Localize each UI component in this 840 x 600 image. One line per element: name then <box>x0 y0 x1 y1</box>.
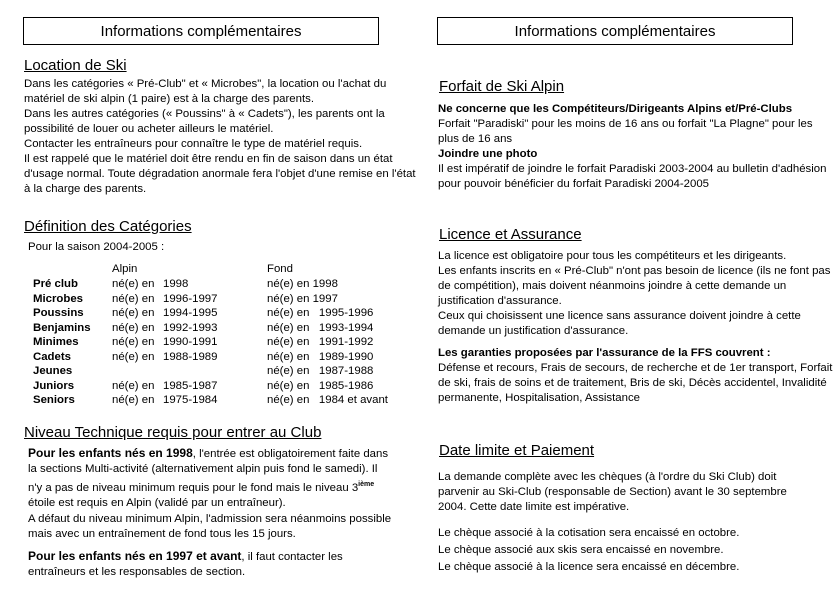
fond-value: né(e) en 1987-1988 <box>267 365 374 377</box>
category-name: Pré club <box>33 278 78 290</box>
forfait-bold-2: Joindre une photo <box>438 148 538 160</box>
niveau-p2: A défaut du niveau minimum Alpin, l'admission sera néanmoins possible mais avec un entraînement de fond tous les 15 jours. <box>28 512 392 540</box>
location-text <box>24 77 416 197</box>
alpin-header: Alpin <box>112 263 138 275</box>
date-p1: La demande complète avec les chèques (à l'ordre du Ski Club) doit parvenir au Ski-Club (responsable de Section) avant le 30 septembre 2004. Cette date limite est impérative. <box>438 471 787 513</box>
right-header-title: Informations complémentaires <box>514 22 716 40</box>
niveau-p1-end: étoile est requis en Alpin (validé par un entraîneur). <box>28 496 286 509</box>
location-title: Location de Ski <box>24 57 127 74</box>
category-name: Cadets <box>33 350 71 363</box>
date-p4: Le chèque associé à la licence sera encaissé en décembre. <box>438 561 740 573</box>
date-title: Date limite et Paiement <box>439 442 595 459</box>
forfait-p2: Il est impératif de joindre le forfait Paradiski 2003-2004 au bulletin d'adhésion pour pouvoir bénéficier du forfait Paradiski 2004-2005 <box>438 163 827 190</box>
category-name: Juniors <box>33 379 75 392</box>
licence-title: Licence et Assurance <box>439 226 582 243</box>
category-name: Benjamins <box>33 321 91 334</box>
licence-p2: Les enfants inscrits en « Pré-Club" n'ont pas besoin de licence (ils ne font pas de compétition), mais doivent néanmoins joindre à cette demande un justification d'assurance. <box>438 265 831 307</box>
fond-value: né(e) en 1985-1986 <box>267 379 374 392</box>
alpin-ne: né(e) en <box>112 278 155 290</box>
category-name: Seniors <box>33 394 75 406</box>
location-p2: Dans les autres catégories (« Poussins" à « Cadets"), les parents ont la possibilité de louer ou acheter ailleurs le matériel. <box>24 108 385 135</box>
left-header-box <box>23 17 379 45</box>
alpin-ne: né(e) en <box>112 321 155 334</box>
fond-value: né(e) en 1997 <box>267 292 338 305</box>
alpin-year: 1985-1987 <box>163 379 218 392</box>
niveau-bold-1997: Pour les enfants nés en 1997 et avant <box>28 548 242 563</box>
alpin-ne: né(e) en <box>112 307 155 319</box>
alpin-year: 1975-1984 <box>163 394 218 406</box>
alpin-ne: né(e) en <box>112 379 155 392</box>
niveau-text <box>28 446 392 580</box>
fond-value: né(e) en 1984 et avant <box>267 394 388 406</box>
forfait-bold-1: Ne concerne que les Compétiteurs/Dirigeants Alpins et/Pré-Clubs <box>438 103 793 115</box>
niveau-p1 <box>28 446 392 511</box>
fond-value: né(e) en 1998 <box>267 278 338 290</box>
category-name: Poussins <box>33 307 84 319</box>
licence-p1: La licence est obligatoire pour tous les compétiteurs et les dirigeants. <box>438 250 787 262</box>
niveau-p3-rest: , il faut contacter les entraîneurs et les responsables de section. <box>28 550 343 578</box>
alpin-year: 1990-1991 <box>163 336 218 348</box>
licence-p3: Ceux qui choisissent une licence sans assurance doivent joindre à cette demande un justification d'assurance. <box>438 310 801 337</box>
right-header-box <box>437 17 793 45</box>
category-name: Minimes <box>33 336 79 348</box>
alpin-year: 1992-1993 <box>163 321 218 334</box>
licence-p4: Défense et recours, Frais de secours, de recherche et de 1er transport, Forfait de ski, frais de soins et de traitement, Bris de ski, Décès accidentel, Invalidité permanente, Hospitalisation, Assistance <box>438 362 833 404</box>
category-name: Jeunes <box>33 365 73 377</box>
licence-bold: Les garanties proposées par l'assurance de la FFS couvrent : <box>438 347 771 359</box>
date-p3: Le chèque associé aux skis sera encaissé en novembre. <box>438 544 724 556</box>
licence-text <box>438 249 834 406</box>
fond-value: né(e) en 1991-1992 <box>267 336 374 348</box>
location-p4: Il est rappelé que le matériel doit être rendu en fin de saison dans un état d'usage normal. Toute dégradation anormale fera l'objet d'une remise en l'état à la charge des parents. <box>24 153 416 195</box>
niveau-p3 <box>28 549 392 580</box>
alpin-ne: né(e) en <box>112 394 155 406</box>
forfait-title: Forfait de Ski Alpin <box>439 78 565 95</box>
niveau-bold-1998: Pour les enfants nés en 1998 <box>28 446 193 460</box>
date-text <box>438 470 816 576</box>
alpin-ne: né(e) en <box>112 292 155 305</box>
alpin-ne: né(e) en <box>112 350 155 363</box>
alpin-year: 1994-1995 <box>163 307 218 319</box>
fond-value: né(e) en 1993-1994 <box>267 321 374 334</box>
niveau-p1-rest: , l'entrée est obligatoirement faite dans la sections Multi-activité (alternativement alpin puis fond le samedi). Il n'y a pas de niveau minimum requis pour le fond mais le niveau 3 <box>28 448 389 494</box>
fond-value: né(e) en 1989-1990 <box>267 350 374 363</box>
category-name: Microbes <box>33 292 84 305</box>
season-label: Pour la saison 2004-2005 : <box>28 241 165 253</box>
date-p2: Le chèque associé à la cotisation sera encaissé en octobre. <box>438 527 740 539</box>
fond-header: Fond <box>267 263 293 275</box>
fond-value: né(e) en 1995-1996 <box>267 307 374 319</box>
categories-title: Définition des Catégories <box>24 218 192 235</box>
alpin-year: 1988-1989 <box>163 350 218 363</box>
niveau-title: Niveau Technique requis pour entrer au Club <box>24 424 322 441</box>
alpin-ne: né(e) en <box>112 336 155 348</box>
left-header-title: Informations complémentaires <box>100 22 302 40</box>
location-p1: Dans les catégories « Pré-Club" et « Microbes", la location ou l'achat du matériel de ski alpin (1 paire) est à la charge des parents. <box>24 78 387 105</box>
alpin-year: 1998 <box>163 278 189 290</box>
location-p3: Contacter les entraîneurs pour connaître le type de matériel requis. <box>24 138 363 150</box>
alpin-year: 1996-1997 <box>163 292 218 305</box>
forfait-p1: Forfait "Paradiski" pour les moins de 16 ans ou forfait "La Plagne" pour les plus de 16 ans <box>438 118 813 145</box>
niveau-p1-sup: ième <box>358 481 375 488</box>
forfait-text <box>438 102 834 192</box>
